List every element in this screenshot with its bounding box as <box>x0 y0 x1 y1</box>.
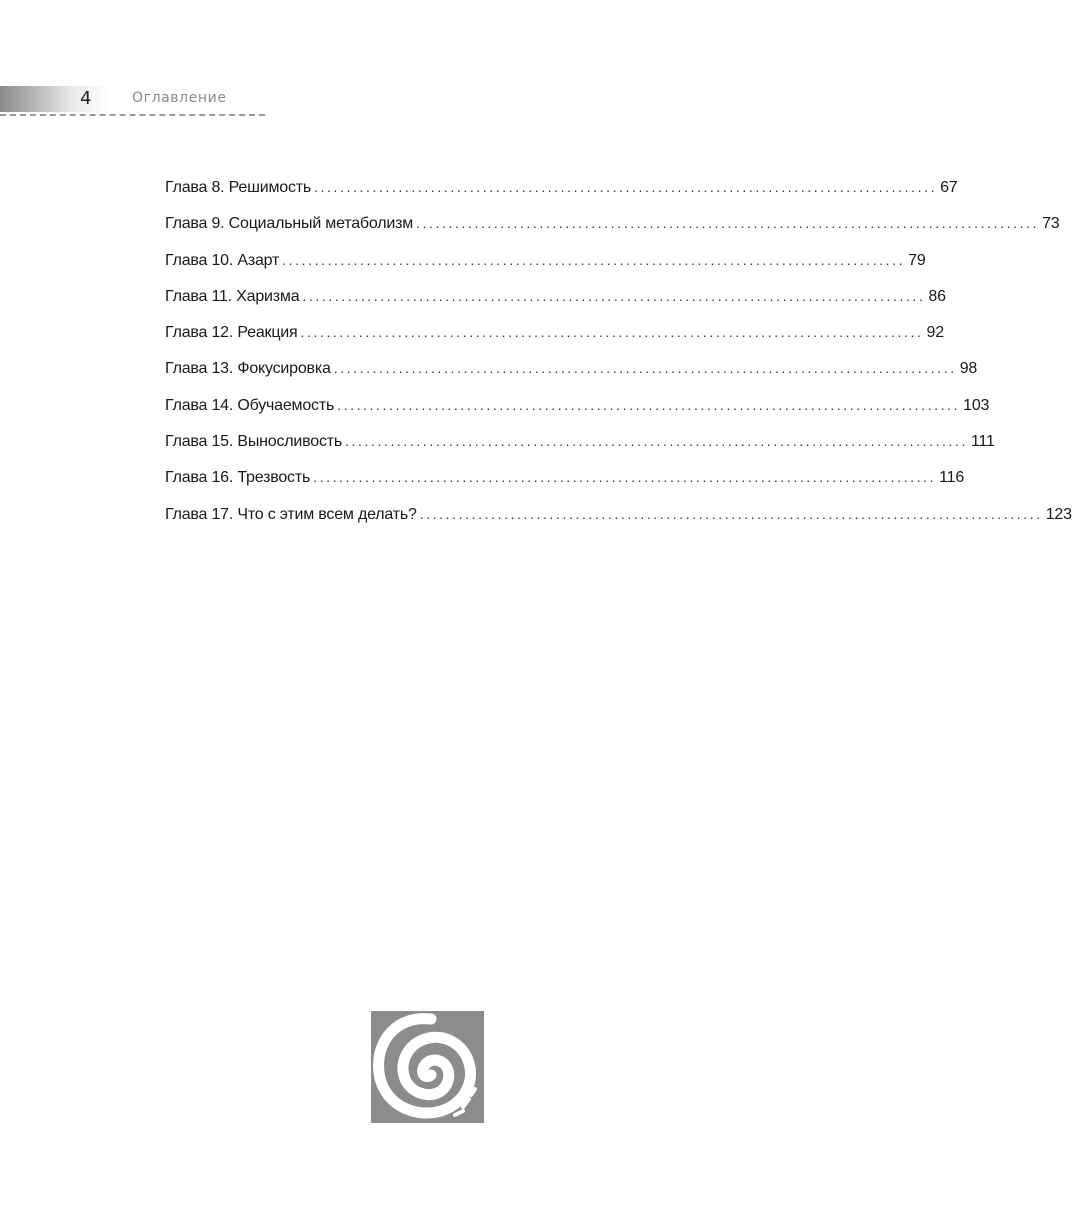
toc-entry-page: 73 <box>1042 215 1060 233</box>
toc-dot-leader: ................................................................................................ <box>302 287 926 304</box>
toc-entry[interactable] <box>165 285 946 321</box>
toc-dot-leader: ................................................................................................ <box>333 360 957 377</box>
table-of-contents <box>165 176 1072 539</box>
toc-entry-label: Глава 9. Социальный метаболизм <box>165 215 414 233</box>
toc-entry-label: Глава 13. Фокусировка <box>165 360 331 378</box>
toc-entry-label: Глава 16. Трезвость <box>165 469 311 487</box>
toc-dot-leader: ................................................................................................ <box>419 505 1043 522</box>
toc-dot-leader: ................................................................................................ <box>282 251 906 268</box>
page-number: 4 <box>80 88 92 109</box>
toc-entry-page: 123 <box>1045 505 1072 523</box>
header-dashed-rule <box>0 114 265 116</box>
toc-entry[interactable] <box>165 503 1072 539</box>
toc-entry-page: 103 <box>963 396 990 414</box>
spiral-logo-icon <box>371 1011 484 1123</box>
toc-entry-page: 67 <box>940 179 958 196</box>
toc-entry[interactable] <box>165 249 926 285</box>
toc-entry-page: 92 <box>926 324 944 342</box>
toc-dot-leader: ................................................................................................ <box>314 179 938 195</box>
toc-entry[interactable] <box>165 466 965 502</box>
toc-entry[interactable] <box>165 394 990 430</box>
toc-entry[interactable] <box>165 357 978 393</box>
toc-dot-leader: ................................................................................................ <box>313 469 937 486</box>
toc-entry[interactable] <box>165 176 958 212</box>
toc-entry-label: Глава 14. Обучаемость <box>165 396 335 414</box>
toc-entry-page: 86 <box>928 287 946 305</box>
toc-entry-page: 116 <box>939 469 965 487</box>
toc-dot-leader: ................................................................................................ <box>337 396 961 413</box>
toc-dot-leader: ................................................................................................ <box>416 215 1040 232</box>
toc-entry-page: 98 <box>959 360 978 378</box>
toc-entry-page: 79 <box>908 251 926 269</box>
toc-entry[interactable] <box>165 212 1060 248</box>
toc-entry[interactable] <box>165 430 995 466</box>
toc-entry[interactable] <box>165 321 944 357</box>
running-title: Оглавление <box>132 90 227 106</box>
toc-entry-label: Глава 10. Азарт <box>165 251 280 269</box>
toc-entry-page: 111 <box>971 433 995 451</box>
toc-entry-label: Глава 12. Реакция <box>165 324 298 342</box>
toc-entry-label: Глава 15. Выносливость <box>165 433 343 451</box>
toc-dot-leader: ................................................................................................ <box>300 324 924 341</box>
toc-dot-leader: ................................................................................................ <box>345 433 969 450</box>
toc-entry-label: Глава 17. Что с этим всем делать? <box>165 505 417 523</box>
toc-entry-label: Глава 8. Решимость <box>165 179 312 196</box>
toc-entry-label: Глава 11. Харизма <box>165 287 300 305</box>
